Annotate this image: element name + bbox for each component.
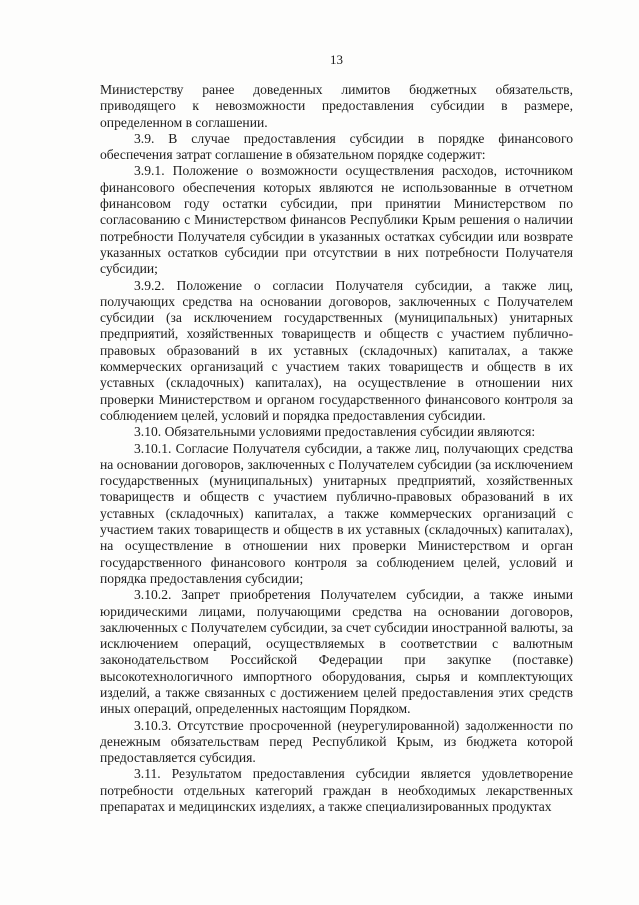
paragraph-3-9: 3.9. В случае предоставления субсидии в порядке финансового обеспечения затрат соглашение в обязательном порядке содержит: [100, 130, 573, 163]
paragraph-3-11: 3.11. Результатом предоставления субсидии является удовлетворение потребности отдельных категорий граждан в необходимых лекарственных препаратах и медицинских изделиях, а также специализированных продуктах [100, 766, 573, 815]
paragraph-3-10-3: 3.10.3. Отсутствие просроченной (неурегулированной) задолженности по денежным обязательствам перед Республикой Крым, из бюджета которой предоставляется субсидия. [100, 717, 573, 766]
paragraph-3-10-1: 3.10.1. Согласие Получателя субсидии, а также лиц, получающих средства на основании договоров, заключенных с Получателем субсидии (за исключением государственных (муниципальных) унитарных предприятий, хозяйственных товариществ и обществ с участием публично-правовых образований в их уставных (складочных) капиталах, а также коммерческих организаций с участием таких товариществ и обществ в их уставных (складочных) капиталах), на осуществление в отношении них проверки Министерством и орган государственного финансового контроля за соблюдением целей, условий и порядка предоставления субсидии; [100, 440, 573, 586]
paragraph-3-10: 3.10. Обязательными условиями предоставления субсидии являются: [134, 424, 536, 440]
paragraph-3-9-1: 3.9.1. Положение о возможности осуществления расходов, источником финансового обеспечения которых являются не использованные в отчетном финансовом году остатки субсидии, при принятии Министерством по согласованию с Министерством финансов Республики Крым решения о наличии потребности Получателя субсидии в указанных остатках субсидии или возврате указанных остатков субсидии при отсутствии в них потребности Получателя субсидии; [100, 163, 573, 277]
document-body [100, 82, 573, 815]
paragraph-continuation: Министерству ранее доведенных лимитов бюджетных обязательств, приводящего к невозможности предоставления субсидии в размере, определенном в соглашении. [100, 82, 573, 130]
paragraph-3-9-2: 3.9.2. Положение о согласии Получателя субсидии, а также лиц, получающих средства на основании договоров, заключенных с Получателем субсидии (за исключением государственных (муниципальных) унитарных предприятий, хозяйственных товариществ и обществ с участием публично-правовых образований в их уставных (складочных) капиталах, а также коммерческих организаций с участием таких товариществ и обществ в их уставных (складочных) капиталах), на осуществление в отношении них проверки Министерством и органом государственного финансового контроля за соблюдением целей, условий и порядка предоставления субсидии. [100, 277, 573, 423]
paragraph-3-10-2: 3.10.2. Запрет приобретения Получателем субсидии, а также иными юридическими лицами, получающими средства на основании договоров, заключенных с Получателем субсидии, за счет субсидии иностранной валюты, за исключением операций, осуществляемых в соответствии с валютным законодательством Российской Федерации при закупке (поставке) высокотехнологичного импортного оборудования, сырья и комплектующих изделий, а также связанных с достижением целей предоставления этих средств иных операций, определенных настоящим Порядком. [100, 587, 573, 717]
page-number: 13 [330, 52, 343, 67]
